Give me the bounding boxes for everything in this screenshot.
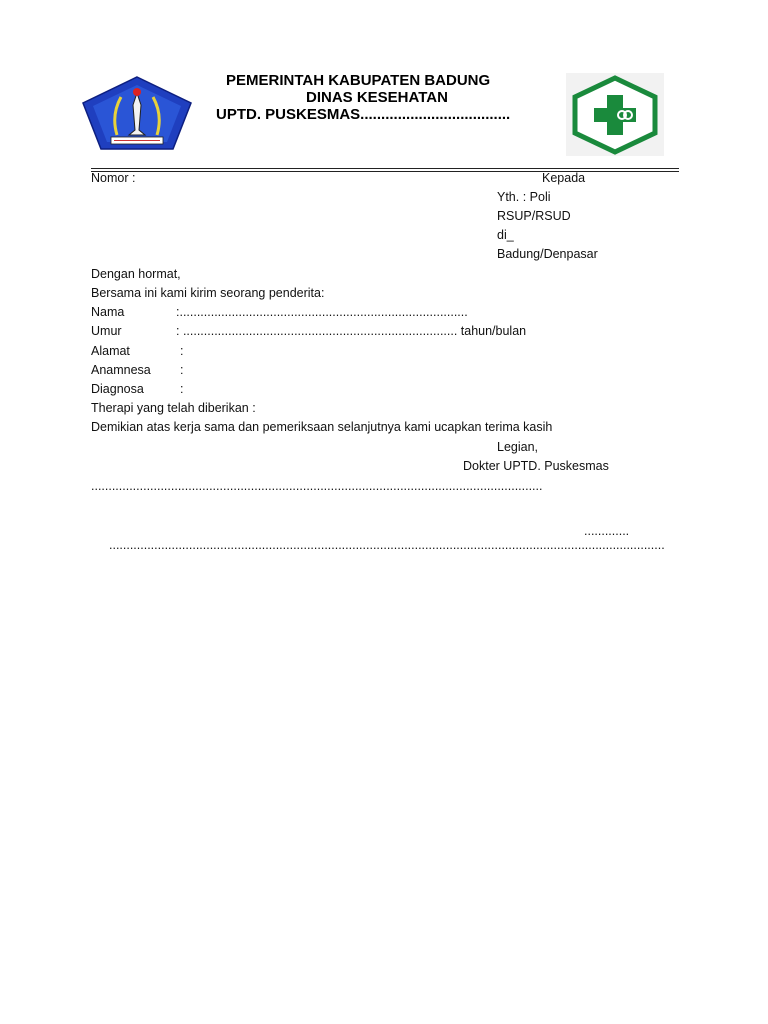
- header-rule-thin: [91, 171, 679, 172]
- dotted-line-short: .............: [584, 524, 630, 538]
- nama-label: Nama: [91, 305, 125, 319]
- signer-text: Dokter UPTD. Puskesmas: [463, 459, 609, 473]
- diagnosa-colon: :: [180, 382, 184, 396]
- place-text: Legian,: [497, 440, 539, 454]
- anamnesa-colon: :: [180, 363, 184, 377]
- header-line-1: PEMERINTAH KABUPATEN BADUNG: [226, 72, 491, 89]
- greeting: Dengan hormat,: [91, 267, 181, 281]
- health-ministry-cross-icon: [570, 75, 660, 155]
- alamat-label: Alamat: [91, 344, 130, 358]
- closing-text: Demikian atas kerja sama dan pemeriksaan selanjutnya kami ucapkan terima kasih: [91, 420, 553, 434]
- header-line-2: DINAS KESEHATAN: [306, 89, 448, 106]
- recipient-rs: RSUP/RSUD: [497, 209, 571, 223]
- nama-field: :...................................................................................: [176, 305, 468, 319]
- badung-regency-emblem-icon: [81, 75, 193, 151]
- recipient-location: Badung/Denpasar: [497, 247, 598, 261]
- terapi-label: Therapi yang telah diberikan :: [91, 401, 256, 415]
- umur-label: Umur: [91, 324, 122, 338]
- alamat-colon: :: [180, 344, 184, 358]
- recipient-di: di_: [497, 228, 514, 242]
- header-rule-thick: [91, 168, 679, 169]
- nomor-label: Nomor :: [91, 171, 136, 185]
- header-line-3: UPTD. PUSKESMAS....................................: [216, 106, 511, 123]
- dotted-line-1: ..................................................................................................................................: [91, 479, 543, 493]
- recipient-yth: Yth. : Poli: [497, 190, 551, 204]
- intro-text: Bersama ini kami kirim seorang penderita:: [91, 286, 325, 300]
- umur-field: : ............................................................................... tahun/bulan: [176, 324, 527, 338]
- diagnosa-label: Diagnosa: [91, 382, 144, 396]
- dotted-line-2: ................................................................................................................................................................: [109, 538, 665, 552]
- recipient-kepada: Kepada: [542, 171, 586, 185]
- anamnesa-label: Anamnesa: [91, 363, 151, 377]
